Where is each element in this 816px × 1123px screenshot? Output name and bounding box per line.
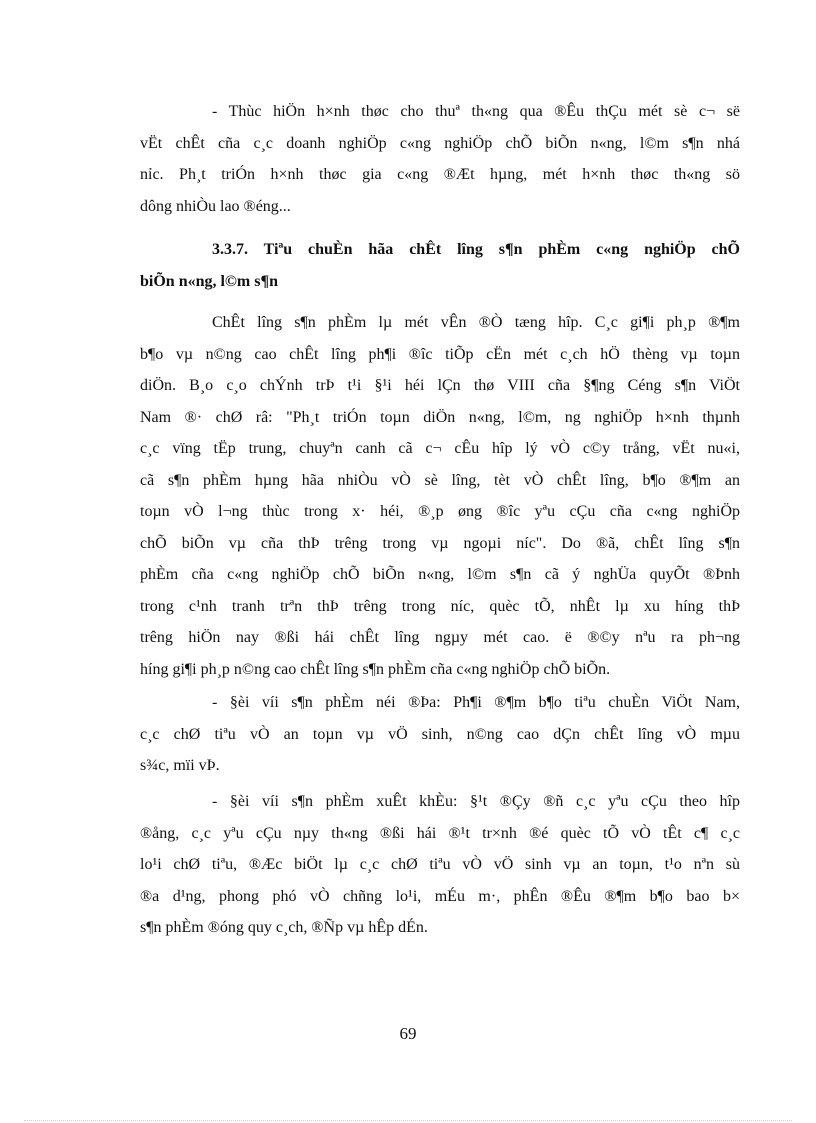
text-line: trong c¹nh tranh trªn thÞ trêng trong níc, quèc tÕ, nhÊt lµ xu híng thÞ: [140, 597, 740, 615]
paragraph-2: [140, 314, 740, 692]
text-line: dông nhiÒu lao ®éng...: [140, 197, 291, 215]
heading-line: 3.3.7. Tiªu chuÈn hãa chÊt lîng s¶n phÈm c«ng nghiÖp chÕ: [212, 241, 740, 258]
text-line: c¸c chØ tiªu vÒ an toµn vµ vÖ sinh, n©ng cao dÇn chÊt lîng vÒ mµu: [140, 725, 740, 743]
text-line: - Thùc hiÖn h×nh thøc cho thuª th«ng qua ®Êu thÇu mét sè c¬ së: [212, 103, 740, 120]
text-line: vËt chÊt cña c¸c doanh nghiÖp c«ng nghiÖp chÕ biÕn n«ng, l©m s¶n nhá: [140, 134, 740, 152]
paragraph-1: [140, 103, 740, 229]
text-line: cã s¶n phÈm hµng hãa nhiÒu vÒ sè lîng, tèt vÒ chÊt lîng, b¶o ®¶m an: [140, 471, 740, 489]
text-line: diÖn. B¸o c¸o chÝnh trÞ t¹i §¹i héi lÇn thø VIII cña §¶ng Céng s¶n ViÖt: [140, 377, 740, 394]
text-line: phÈm cña c«ng nghiÖp chÕ biÕn n«ng, l©m s¶n cã ý nghÜa quyÕt ®Þnh: [140, 566, 740, 583]
text-line: ChÊt lîng s¶n phÈm lµ mét vÊn ®Ò tæng hîp. C¸c gi¶i ph¸p ®¶m: [212, 314, 740, 331]
text-line: c¸c vïng tËp trung, chuyªn canh cã c¬ cÊu hîp lý vÒ c©y trång, vËt nu«i,: [140, 440, 740, 457]
text-line: toµn vÒ l¬ng thùc trong x· héi, ®¸p øng ®îc yªu cÇu cña c«ng nghiÖp: [140, 503, 740, 520]
text-line: nỉc. Ph¸t triÓn h×nh thøc gia c«ng ®Æt hµng, mét h×nh thøc th«ng sö: [140, 166, 740, 183]
text-line: ®ång, c¸c yªu cÇu nµy th«ng ®ßi hái ®¹t tr×nh ®é quèc tÕ vÒ tÊt c¶ c¸c: [140, 824, 740, 842]
text-line: s¾c, mïi vÞ.: [140, 757, 220, 774]
text-line: Nam ®· chØ râ: "Ph¸t triÓn toµn diÖn n«ng, l©m, ng nghiÖp h×nh thµnh: [140, 408, 740, 426]
paragraph-4: [140, 793, 740, 951]
text-line: - §èi víi s¶n phÈm xuÊt khÈu: §¹t ®Çy ®ñ c¸c yªu cÇu theo hîp: [212, 793, 740, 810]
paragraph-3: [140, 694, 740, 789]
text-line: trêng hiÖn nay ®ßi hái chÊt lîng ngµy mét cao. ë ®©y nªu ra ph¬ng: [140, 629, 740, 646]
section-heading: [140, 241, 740, 304]
text-line: b¶o vµ n©ng cao chÊt lîng ph¶i ®îc tiÕp cËn mét c¸ch hÖ thèng vµ toµn: [140, 345, 740, 363]
text-line: ®a d¹ng, phong phó vÒ chñng lo¹i, mÉu m·, phÊn ®Êu ®¶m b¶o bao b×: [140, 887, 740, 905]
heading-line: biÕn n«ng, l©m s¶n: [140, 272, 278, 290]
text-line: - §èi víi s¶n phÈm néi ®Þa: Ph¶i ®¶m b¶o tiªu chuÈn ViÖt Nam,: [212, 694, 740, 711]
text-line: chÕ biÕn vµ cña thÞ trêng trong vµ ngoµi níc". Do ®ã, chÊt lîng s¶n: [140, 534, 740, 552]
text-line: s¶n phÈm ®óng quy c¸ch, ®Ñp vµ hÊp dÉn.: [140, 919, 428, 936]
page-number: 69: [399, 1024, 417, 1043]
text-line: híng gi¶i ph¸p n©ng cao chÊt lîng s¶n phÈm cña c«ng nghiÖp chÕ biÕn.: [140, 660, 611, 678]
page-bottom-divider: [24, 1120, 792, 1121]
text-line: lo¹i chØ tiªu, ®Æc biÖt lµ c¸c chØ tiªu vÒ vÖ sinh vµ an toµn, t¹o nªn sù: [140, 856, 740, 873]
